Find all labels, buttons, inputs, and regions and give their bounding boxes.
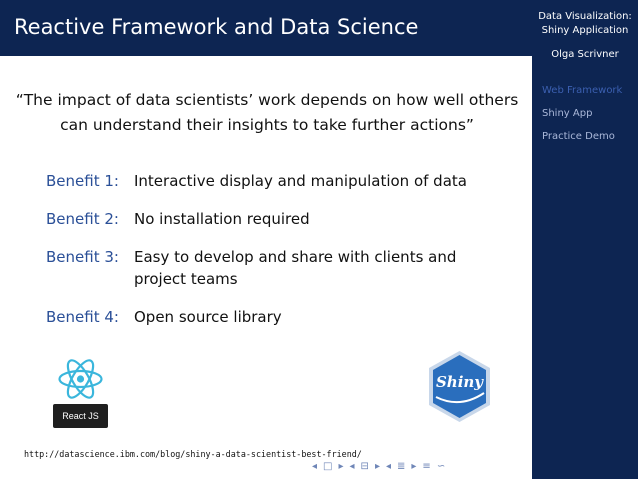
nav-frame-left-icon[interactable]: ◂ (312, 460, 318, 472)
nav-subsection-left-icon[interactable]: ◂ (349, 460, 355, 472)
benefit-text: No installation required (134, 210, 310, 228)
nav-frame-icon[interactable]: □ (323, 460, 333, 472)
react-js-logo (53, 352, 108, 428)
sidebar-nav (542, 84, 638, 153)
sidebar (532, 0, 638, 479)
shiny-logo (426, 349, 493, 424)
slide-title: Reactive Framework and Data Science (14, 15, 419, 39)
quote-text: “The impact of data scientists’ work depends on how well others can understand their insights to take further actions” (15, 91, 519, 134)
benefit-item (46, 306, 526, 328)
nav-section-icon[interactable]: ≣ (397, 460, 406, 472)
benefit-label: Benefit 4: (46, 308, 119, 326)
benefit-text: Easy to develop and share with clients and project teams (134, 248, 457, 288)
presentation-title-line1: Data Visualization: (538, 11, 632, 22)
benefit-label: Benefit 1: (46, 172, 119, 190)
nav-section-left-icon[interactable]: ◂ (385, 460, 391, 472)
sidebar-item-web-framework[interactable]: Web Framework (542, 85, 623, 96)
nav-subsection-icon[interactable]: ⊟ (360, 460, 369, 472)
author-name: Olga Scrivner (551, 49, 619, 60)
react-js-logo-text: React JS (62, 411, 99, 421)
beamer-navigation (312, 458, 532, 474)
nav-align-icon[interactable]: ≡ (422, 460, 431, 472)
benefit-label: Benefit 3: (46, 248, 119, 266)
sidebar-item-shiny-app[interactable]: Shiny App (542, 108, 593, 119)
benefit-text: Open source library (134, 308, 282, 326)
nav-search-icon[interactable]: ∽ (436, 460, 446, 472)
benefits-list (46, 170, 526, 344)
benefit-item (46, 208, 526, 230)
sidebar-item-practice-demo[interactable]: Practice Demo (542, 131, 615, 142)
benefit-label: Benefit 2: (46, 210, 119, 228)
shiny-logo-text: Shiny (435, 373, 484, 391)
presentation-title-line2: Shiny Application (541, 25, 629, 36)
nav-section-right-icon[interactable]: ▸ (411, 460, 417, 472)
benefit-text: Interactive display and manipulation of data (134, 172, 467, 190)
nav-subsection-right-icon[interactable]: ▸ (374, 460, 380, 472)
benefit-item (46, 246, 526, 290)
benefit-item (46, 170, 526, 192)
nav-frame-right-icon[interactable]: ▸ (338, 460, 344, 472)
source-url[interactable]: http://datascience.ibm.com/blog/shiny-a-data-scientist-best-friend/ (24, 449, 362, 459)
presentation-title (532, 10, 638, 38)
slide-header (0, 0, 532, 56)
